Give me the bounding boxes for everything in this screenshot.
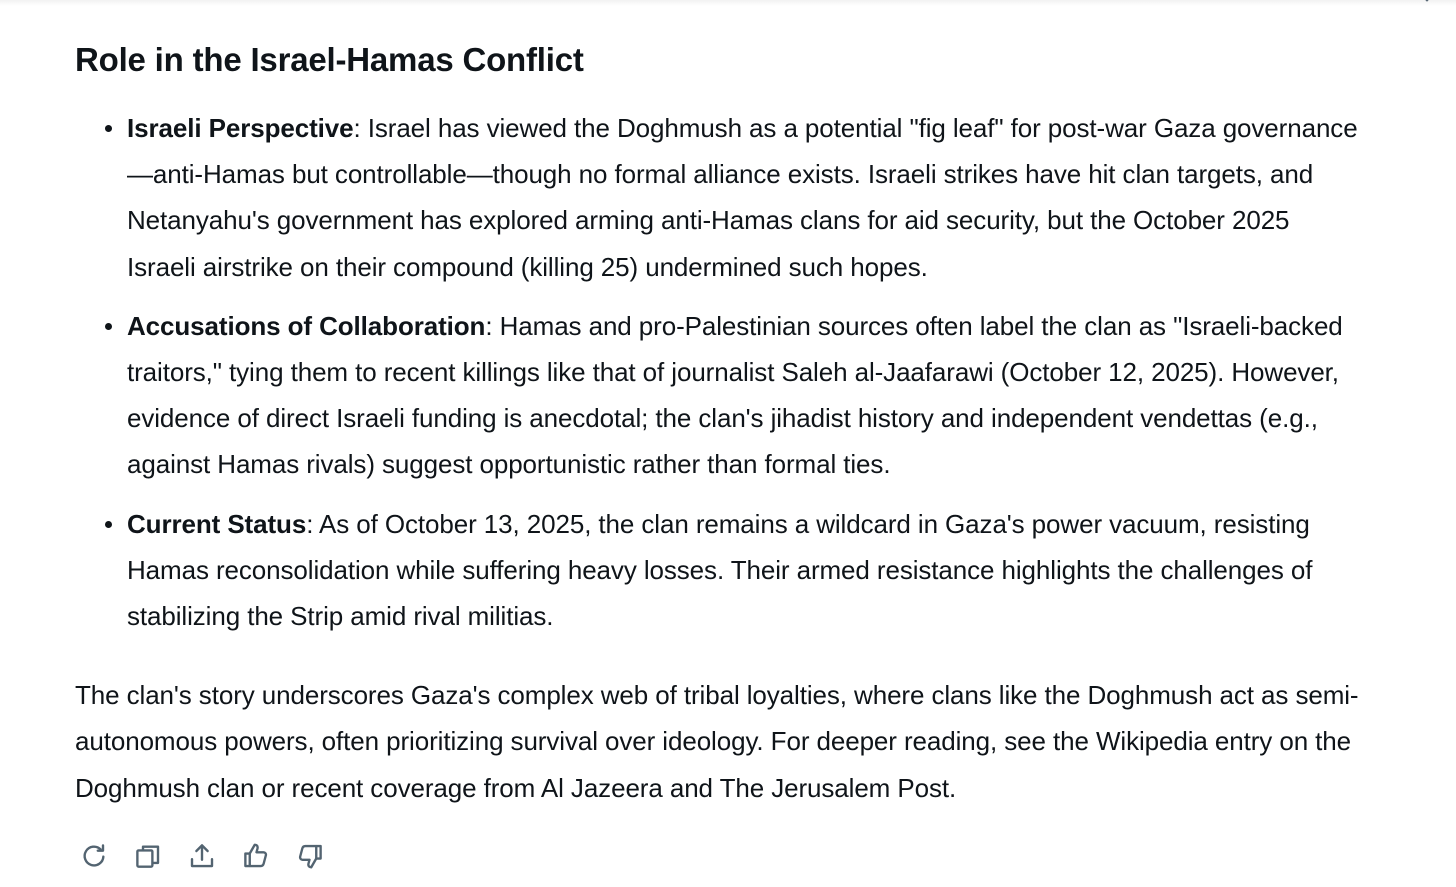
thumbs-up-button[interactable] [240, 840, 271, 871]
thumbs-down-button[interactable] [294, 840, 325, 871]
copy-button[interactable] [132, 840, 163, 871]
list-item [127, 303, 1365, 488]
section-heading: Role in the Israel-Hamas Conflict [75, 41, 584, 78]
top-edge-fade [0, 0, 1456, 6]
thumbs-down-icon [295, 841, 325, 871]
bullet-text: : Israel has viewed the Doghmush as a potential "fig leaf" for post-war Gaza governance—anti-Hamas but controllable—though no formal alliance exists. Israeli strikes have hit clan targets, and Netanyahu's government has explored arming anti-Hamas clans for aid security, but the October 2025 Israeli airstrike on their compound (killing 25) undermined such hopes. [127, 113, 1358, 282]
response-action-bar [78, 840, 325, 871]
bullet-term: Accusations of Collaboration [127, 310, 486, 341]
bullet-term: Israeli Perspective [127, 113, 354, 143]
bullet-text: : As of October 13, 2025, the clan remains a wildcard in Gaza's power vacuum, resisting Hamas reconsolidation while suffering heavy losses. Their armed resistance highlights the challenges of stabilizing the Strip amid rival militias. [127, 508, 1313, 632]
bullet-term: Current Status [127, 508, 307, 539]
thumbs-up-icon [241, 841, 271, 871]
regenerate-icon [79, 841, 109, 871]
copy-icon [133, 841, 163, 871]
bullet-text: : Hamas and pro-Palestinian sources often label the clan as "Israeli-backed traitors," tying them to recent killings like that of journalist Saleh al-Jaafarawi (October 12, 2025). However, evidence of direct Israeli funding is anecdotal; the clan's jihadist history and independent vendettas (e.g., against Hamas rivals) suggest opportunistic rather than formal ties. [127, 310, 1343, 480]
share-icon [187, 841, 217, 871]
bullet-list [75, 105, 1365, 639]
summary-paragraph: The clan's story underscores Gaza's complex web of tribal loyalties, where clans like the Doghmush act as semi-autonomous powers, often prioritizing survival over ideology. For deeper reading, see the Wikipedia entry on the Doghmush clan or recent coverage from Al Jazeera and The Jerusalem Post. [75, 680, 1359, 803]
collapse-chevron-icon[interactable] [1416, 0, 1438, 6]
response-content [75, 38, 1365, 811]
regenerate-button[interactable] [78, 840, 109, 871]
list-item [127, 105, 1365, 290]
share-button[interactable] [186, 840, 217, 871]
list-item [127, 501, 1365, 640]
